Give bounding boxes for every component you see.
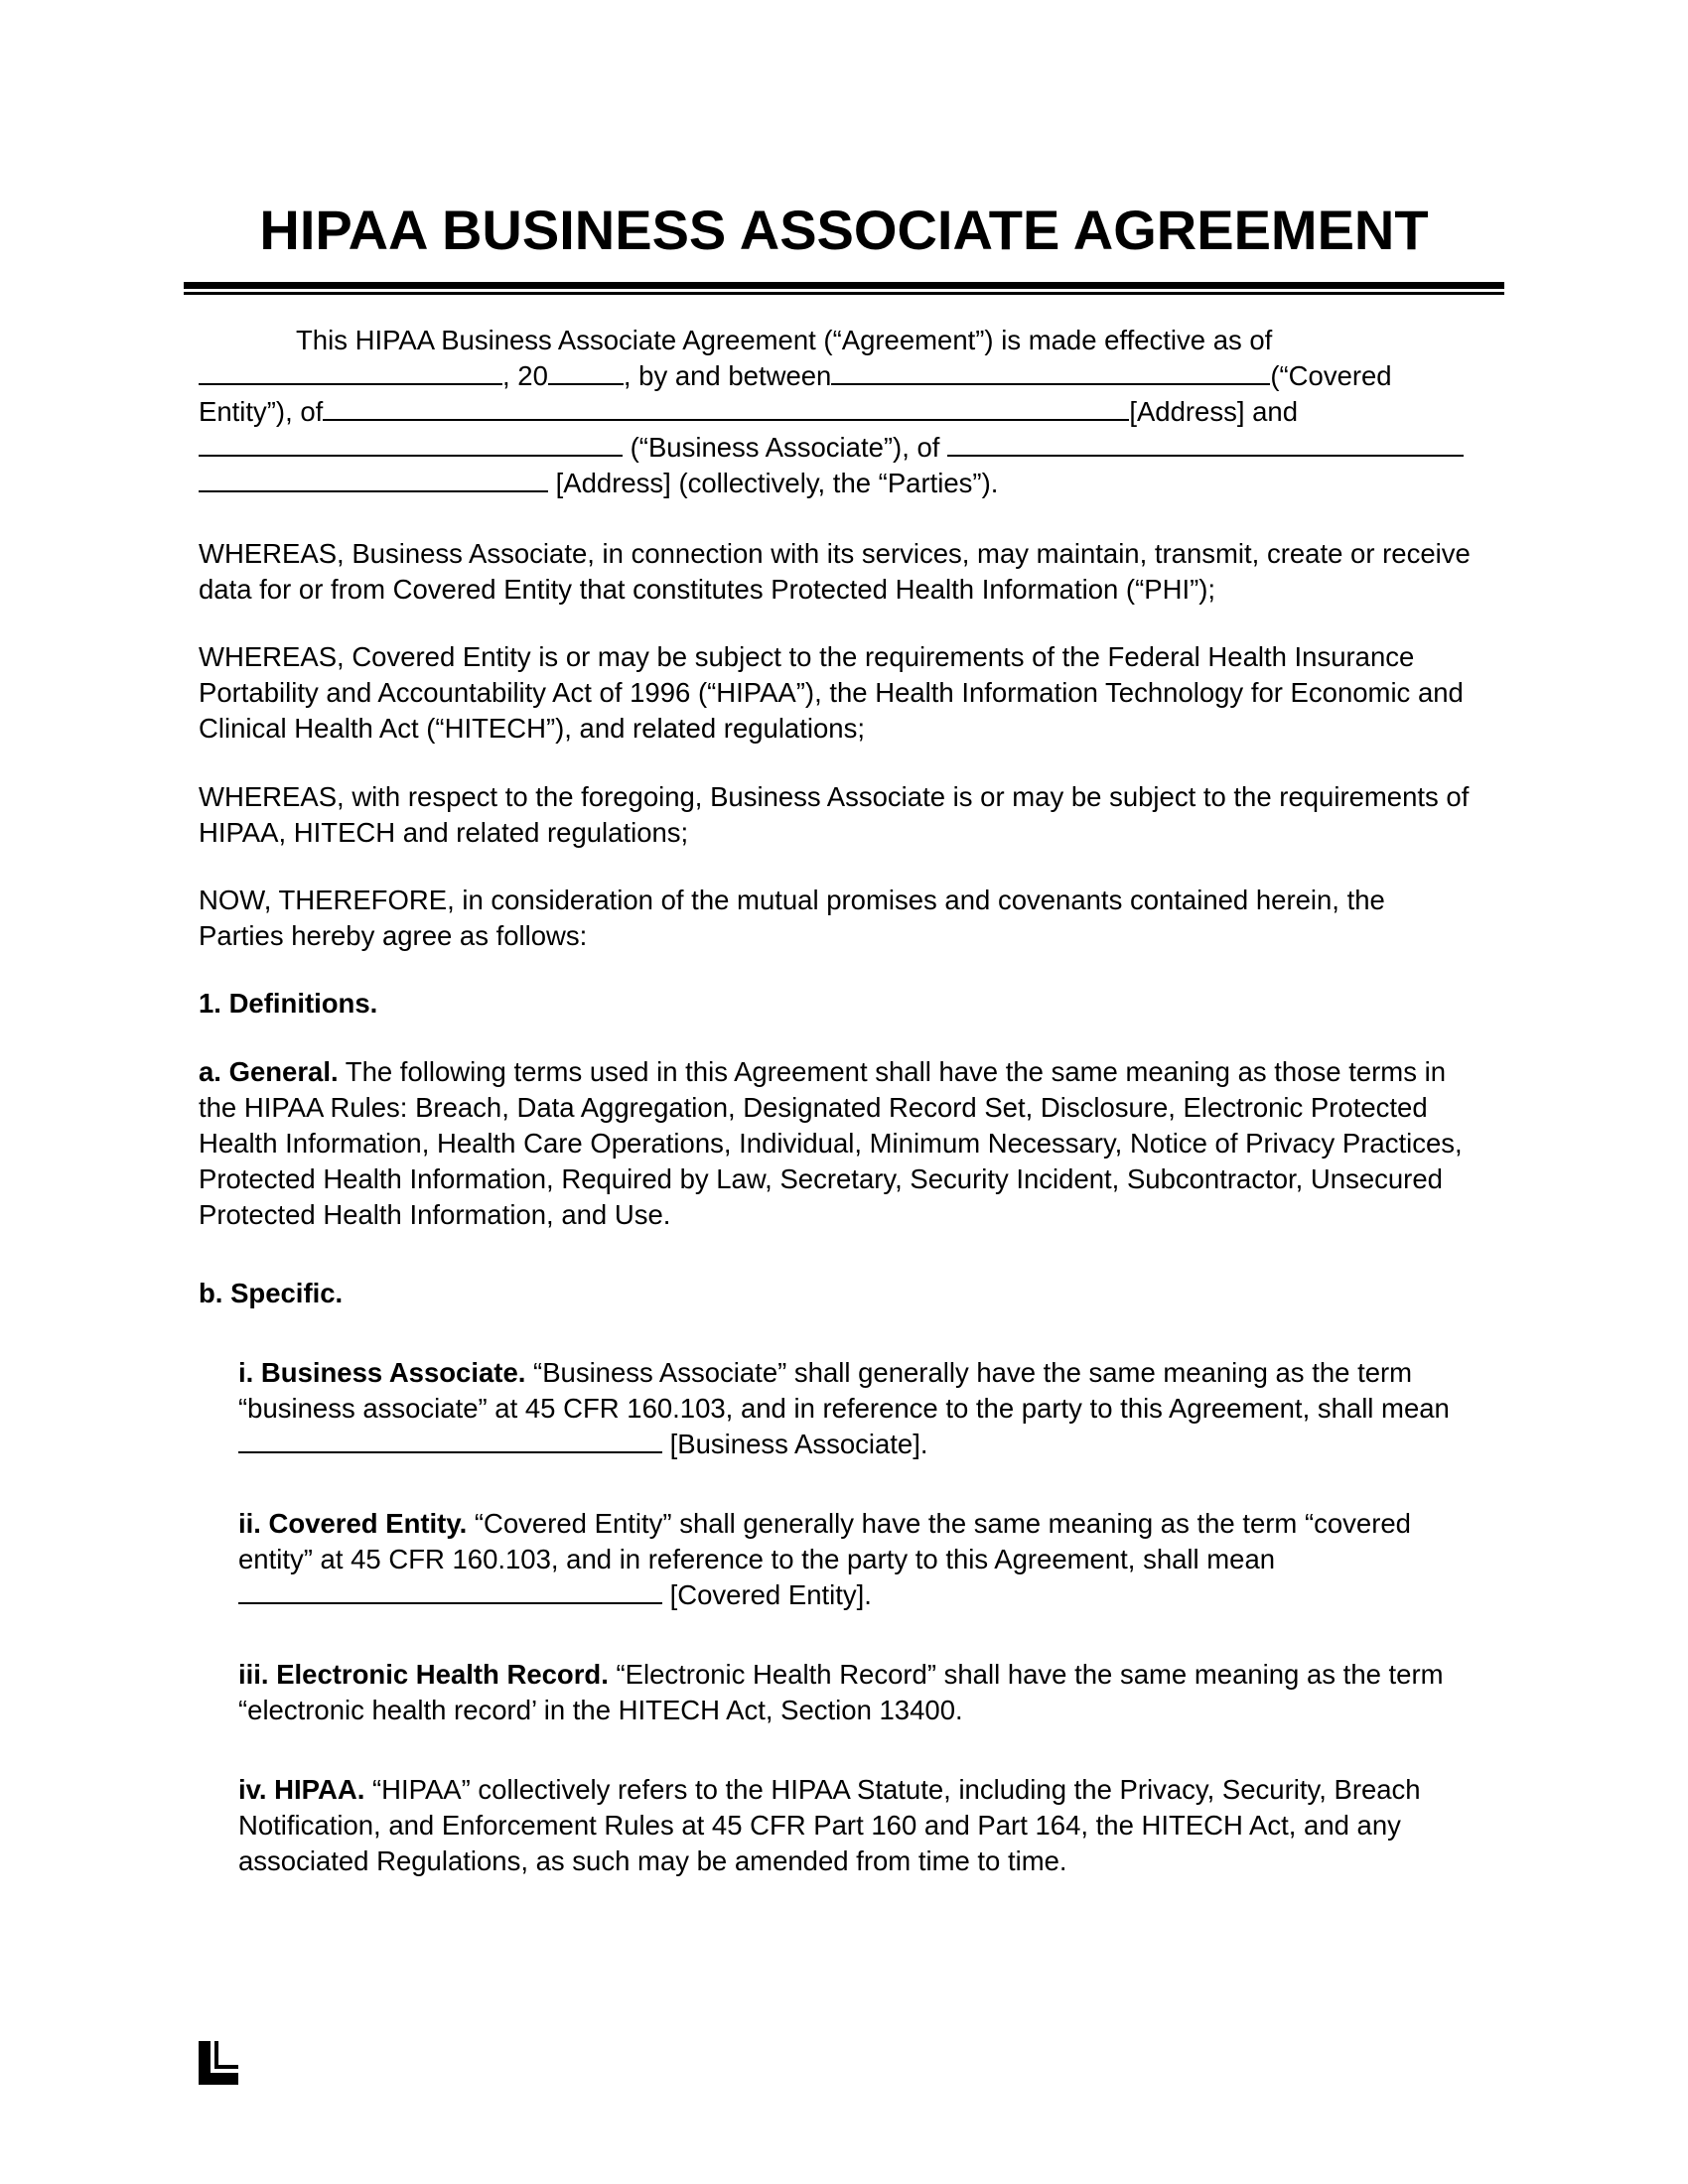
def-covered-entity-line-1: ii. Covered Entity. “Covered Entity” shall generally have the same meaning as the term “covered xyxy=(238,1508,1411,1539)
general-line-3: Health Information, Health Care Operations, Individual, Minimum Necessary, Notice of Privacy Practices, xyxy=(199,1128,1463,1159)
general-line-4: Protected Health Information, Required by Law, Secretary, Security Incident, Subcontractor, Unsecured xyxy=(199,1163,1443,1194)
intro-line-3: Entity”), of [Address] and xyxy=(199,396,1298,427)
def-hipaa-line-3: associated Regulations, as such may be amended from time to time. xyxy=(238,1845,1067,1876)
covered-entity-address-blank[interactable] xyxy=(323,394,1129,421)
covered-entity-name-blank[interactable] xyxy=(831,358,1270,385)
def-business-associate-line-1: i. Business Associate. “Business Associate” shall generally have the same meaning as the term xyxy=(238,1357,1413,1388)
now-therefore-line-1: NOW, THEREFORE, in consideration of the mutual promises and covenants contained herein, the xyxy=(199,885,1385,915)
def-ehr-line-2: “electronic health record’ in the HITECH Act, Section 13400. xyxy=(238,1695,963,1725)
whereas-1-line-2: data for or from Covered Entity that constitutes Protected Health Information (“PHI”); xyxy=(199,574,1216,605)
def-business-associate-line-2: “business associate” at 45 CFR 160.103, and in reference to the party to this Agreement, shall mean xyxy=(238,1393,1450,1424)
year-blank[interactable] xyxy=(548,358,624,385)
general-label: a. General. xyxy=(199,1056,339,1087)
intro-line-5: [Address] (collectively, the “Parties”). xyxy=(199,466,998,501)
whereas-3-line-1: WHEREAS, with respect to the foregoing, Business Associate is or may be subject to the requirements of xyxy=(199,781,1470,812)
document-title: HIPAA BUSINESS ASSOCIATE AGREEMENT xyxy=(259,199,1429,261)
business-associate-name-blank[interactable] xyxy=(199,430,623,457)
def-covered-entity-line-2: entity” at 45 CFR 160.103, and in reference to the party to this Agreement, shall mean xyxy=(238,1544,1276,1574)
brand-logo-icon xyxy=(199,2041,238,2085)
business-associate-address-blank-1[interactable] xyxy=(947,430,1464,457)
def-ehr-line-1: iii. Electronic Health Record. “Electronic Health Record” shall have the same meaning as the term xyxy=(238,1659,1444,1690)
whereas-3-line-2: HIPAA, HITECH and related regulations; xyxy=(199,817,689,848)
title-divider-thin xyxy=(184,292,1504,295)
specific-heading: b. Specific. xyxy=(199,1278,344,1308)
general-line-2: the HIPAA Rules: Breach, Data Aggregation, Designated Record Set, Disclosure, Electronic Protected xyxy=(199,1092,1428,1123)
def-covered-entity-line-3: [Covered Entity]. xyxy=(238,1577,872,1613)
intro-line-1 xyxy=(296,323,1272,358)
def-business-associate-line-3: [Business Associate]. xyxy=(238,1427,928,1462)
covered-entity-definition-blank[interactable] xyxy=(238,1577,662,1604)
now-therefore-line-2: Parties hereby agree as follows: xyxy=(199,920,588,951)
whereas-2-line-3: Clinical Health Act (“HITECH”), and related regulations; xyxy=(199,713,865,744)
intro-text: This HIPAA Business Associate Agreement (“Agreement”) is made effective as of xyxy=(296,325,1273,355)
intro-line-2: , 20 , by and between (“Covered xyxy=(199,358,1392,394)
whereas-2-line-2: Portability and Accountability Act of 1996 (“HIPAA”), the Health Information Technology for Economic and xyxy=(199,677,1464,708)
title-divider-thick xyxy=(184,282,1504,289)
date-blank[interactable] xyxy=(199,358,502,385)
intro-line-4: (“Business Associate”), of xyxy=(199,430,1464,466)
business-associate-address-blank-2[interactable] xyxy=(199,466,548,492)
def-hipaa-line-2: Notification, and Enforcement Rules at 45 CFR Part 160 and Part 164, the HITECH Act, and any xyxy=(238,1810,1401,1841)
general-line-5: Protected Health Information, and Use. xyxy=(199,1199,671,1230)
def-hipaa-line-1: iv. HIPAA. “HIPAA” collectively refers to the HIPAA Statute, including the Privacy, Security, Breach xyxy=(238,1774,1421,1805)
whereas-1-line-1: WHEREAS, Business Associate, in connection with its services, may maintain, transmit, create or receive xyxy=(199,538,1471,569)
section-heading-definitions: 1. Definitions. xyxy=(199,988,378,1019)
general-line-1: a. General. The following terms used in this Agreement shall have the same meaning as those terms in xyxy=(199,1056,1446,1087)
whereas-2-line-1: WHEREAS, Covered Entity is or may be subject to the requirements of the Federal Health Insurance xyxy=(199,641,1415,672)
business-associate-definition-blank[interactable] xyxy=(238,1427,662,1453)
